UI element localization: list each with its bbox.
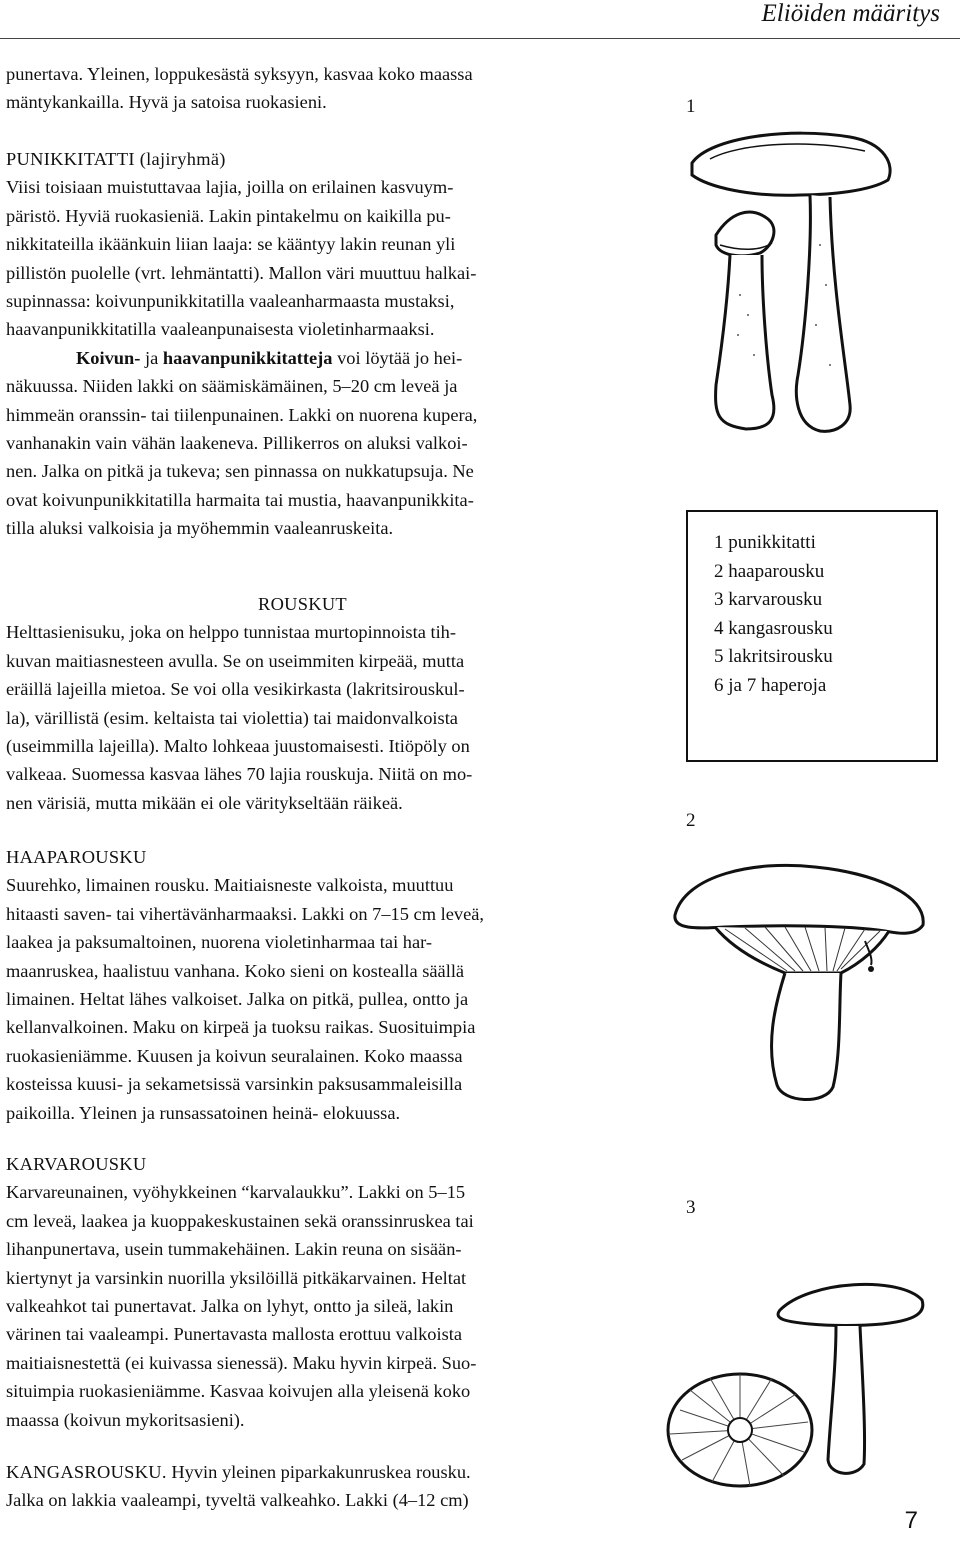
section-heading: HAAPAROUSKU bbox=[6, 847, 147, 867]
bold-term: haavanpunikkitatteja bbox=[162, 347, 333, 368]
text-line: Suurehko, limainen rousku. Maitiaisneste valkoista, muuttuu bbox=[6, 875, 454, 896]
section-karvarousku bbox=[6, 1150, 626, 1434]
text-line: ruokasieniämme. Kuusen ja koivun seuralainen. Koko maassa bbox=[6, 1045, 463, 1066]
text-line: Jalka on lakkia vaaleampi, tyveltä valkeahko. Lakki (4–12 cm) bbox=[6, 1490, 469, 1511]
text-line: päristö. Hyviä ruokasieniä. Lakin pintakelmu on kaikilla pu- bbox=[6, 205, 451, 226]
punikkitatti-illustration bbox=[680, 125, 910, 445]
text-line: punertava. Yleinen, loppukesästä syksyyn, kasvaa koko maassa bbox=[6, 64, 473, 84]
text-line: kuvan maitiasnesteen avulla. Se on useimmiten kirpeää, mutta bbox=[6, 650, 465, 671]
intro-paragraph bbox=[6, 60, 626, 117]
text-fragment: voi löytää jo hei- bbox=[332, 347, 463, 368]
text-line: kellanvalkoinen. Maku on kirpeä ja tuoksu raikas. Suosituimpia bbox=[6, 1017, 476, 1038]
legend-item: 2 haaparousku bbox=[714, 560, 825, 582]
text-line: valkeahkot tai punertavat. Jalka on lyhyt, ontto ja sileä, lakin bbox=[6, 1296, 454, 1317]
legend-item: 1 punikkitatti bbox=[714, 532, 816, 553]
text-line: cm leveä, laakea ja kuoppakeskustainen sekä oranssinruskea tai bbox=[6, 1210, 474, 1231]
text-line: nen. Jalka on pitkä ja tukeva; sen pinnassa on nukkatupsuja. Ne bbox=[6, 461, 474, 482]
text-line: tilla aluksi valkoisia ja myöhemmin vaaleanruskeita. bbox=[6, 518, 394, 539]
text-line: nen värisiä, mutta mikään ei ole väritykseltään räikeä. bbox=[6, 792, 403, 813]
text-line: himmeän oranssin- tai tiilenpunainen. Lakki on nuorena kupera, bbox=[6, 404, 478, 425]
text-fragment: ja bbox=[140, 347, 163, 368]
text-line: limainen. Heltat lähes valkoiset. Jalka on pitkä, pullea, ontto ja bbox=[6, 989, 469, 1010]
text-line: vanhanakin vain vähän laakeneva. Pillikerros on aluksi valkoi- bbox=[6, 433, 468, 454]
karvarousku-illustration bbox=[660, 1240, 930, 1490]
section-haaparousku bbox=[6, 843, 626, 1127]
haaparousku-illustration bbox=[665, 855, 935, 1115]
page-number: 7 bbox=[904, 1507, 918, 1534]
text-line bbox=[6, 1458, 626, 1486]
section-heading: KARVAROUSKU bbox=[6, 1154, 147, 1174]
text-line: hitaasti saven- tai vihertävänharmaaksi. Lakki on 7–15 cm leveä, bbox=[6, 903, 484, 924]
species-legend bbox=[686, 510, 938, 762]
section-heading: PUNIKKITATTI (lajiryhmä) bbox=[6, 149, 226, 169]
section-kangasrousku bbox=[6, 1458, 626, 1515]
bold-term: Koivun- bbox=[76, 347, 141, 368]
text-line: värinen tai vaaleampi. Punertavasta mallosta erottuu valkoista bbox=[6, 1324, 463, 1345]
text-line: laakea ja paksumaltoinen, nuorena violetinharmaa tai har- bbox=[6, 932, 433, 953]
text-line: valkeaa. Suomessa kasvaa lähes 70 lajia rouskuja. Niitä on mo- bbox=[6, 764, 473, 785]
figure-number-3: 3 bbox=[686, 1197, 696, 1218]
legend-list bbox=[714, 529, 833, 701]
text-line: la), värillistä (esim. keltaista tai violettia) tai maidonvalkoista bbox=[6, 707, 458, 728]
page-header bbox=[0, 0, 960, 38]
figure-number-1: 1 bbox=[686, 96, 696, 117]
text-line: lihanpunertava, usein tummakehäinen. Lakin reuna on sisään- bbox=[6, 1239, 462, 1260]
text-line bbox=[6, 344, 626, 372]
header-divider bbox=[0, 38, 960, 39]
text-line: supinnassa: koivunpunikkitatilla vaaleanharmaasta mustaksi, bbox=[6, 291, 455, 312]
legend-item: 4 kangasrousku bbox=[714, 617, 833, 639]
text-line: Helttasienisuku, joka on helppo tunnistaa murtopinnoista tih- bbox=[6, 622, 456, 643]
legend-item: 3 karvarousku bbox=[714, 589, 823, 611]
section-rouskut bbox=[6, 590, 626, 817]
text-line: situimpia ruokasieniämme. Kasvaa koivujen alla yleisenä koko bbox=[6, 1381, 471, 1402]
text-line: mäntykankailla. Hyvä ja satoisa ruokasieni. bbox=[6, 92, 327, 113]
text-line: (useimmilla lajeilla). Malto lohkeaa juustomaisesti. Itiöpöly on bbox=[6, 736, 470, 757]
text-line: Karvareunainen, vyöhykkeinen “karvalaukku”. Lakki on 5–15 bbox=[6, 1182, 466, 1203]
text-fragment: Hyvin yleinen piparkakunruskea rousku. bbox=[166, 1462, 471, 1482]
text-line: haavanpunikkitatilla vaaleanpunaisesta violetinharmaaksi. bbox=[6, 319, 435, 340]
text-line: maassa (koivun mykoritsasieni). bbox=[6, 1409, 245, 1430]
text-line: maitiaisnestettä (ei kuivassa sienessä). Maku hyvin kirpeä. Suo- bbox=[6, 1352, 477, 1373]
text-line: eräillä lajeilla mietoa. Se voi olla vesikirkasta (lakritsirouskul- bbox=[6, 679, 465, 700]
text-line: näkuussa. Niiden lakki on säämiskämäinen, 5–20 cm leveä ja bbox=[6, 376, 458, 397]
text-line: maanruskea, haalistuu vanhana. Koko sieni on kostealla säällä bbox=[6, 960, 465, 981]
section-title: Eliöiden määritys bbox=[761, 0, 940, 27]
figure-number-2: 2 bbox=[686, 810, 696, 831]
section-heading: KANGASROUSKU. bbox=[6, 1462, 167, 1482]
text-line: ovat koivunpunikkitatilla harmaita tai mustia, haavanpunikkita- bbox=[6, 489, 474, 510]
text-line: kosteissa kuusi- ja sekametsissä varsinkin paksusammaleisilla bbox=[6, 1074, 463, 1095]
section-heading: ROUSKUT bbox=[258, 594, 347, 614]
text-line: kiertynyt ja varsinkin nuorilla yksilöillä pitkäkarvainen. Heltat bbox=[6, 1267, 467, 1288]
text-line: Viisi toisiaan muistuttavaa lajia, joilla on erilainen kasvuym- bbox=[6, 177, 454, 198]
text-line: paikoilla. Yleinen ja runsassatoinen heinä- elokuussa. bbox=[6, 1102, 401, 1123]
legend-item: 5 lakritsirousku bbox=[714, 646, 833, 668]
section-punikkitatti bbox=[6, 145, 626, 543]
text-line: nikkitateilla ikäänkuin liian laaja: se kääntyy lakin reunan yli bbox=[6, 234, 456, 255]
text-line: pillistön puolelle (vrt. lehmäntatti). Mallon väri muuttuu halkai- bbox=[6, 262, 477, 283]
legend-item: 6 ja 7 haperoja bbox=[714, 674, 827, 696]
